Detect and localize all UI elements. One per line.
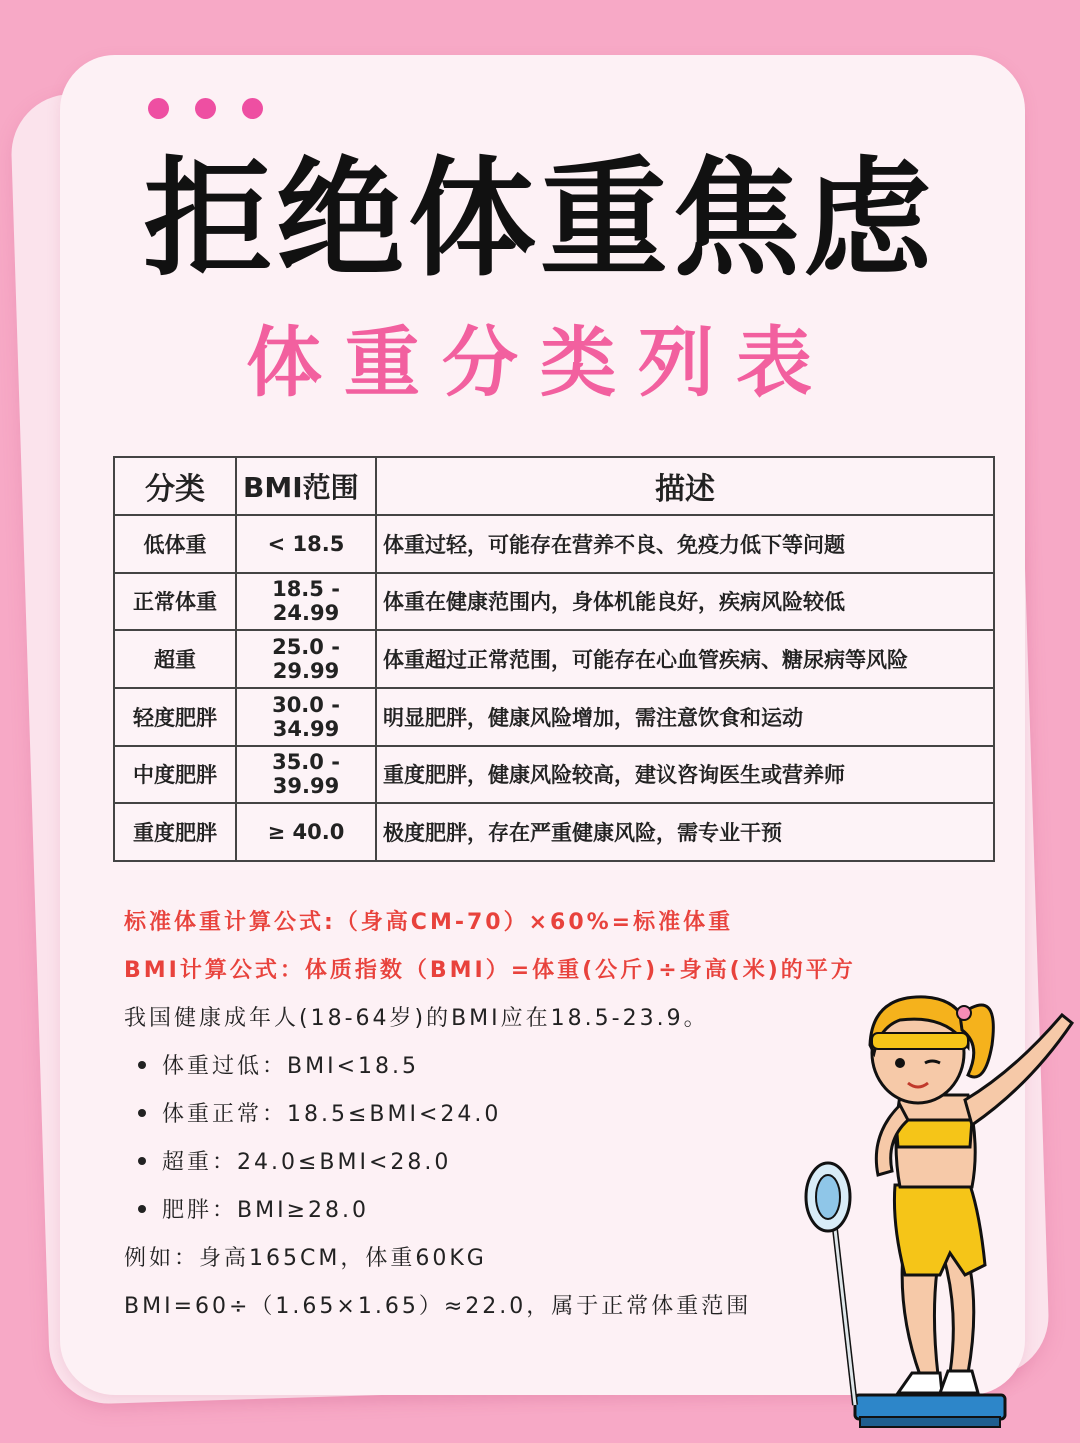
table-row <box>114 803 994 861</box>
list-item-text: 体重正常：18.5≤BMI<24.0 <box>162 1102 502 1127</box>
bullet-icon <box>138 1109 146 1117</box>
window-dots <box>148 98 263 119</box>
row-category: 超重 <box>114 630 236 688</box>
row-category: 低体重 <box>114 515 236 573</box>
page-title: 拒绝体重焦虑 <box>143 145 936 294</box>
girl-on-scale-illustration <box>800 975 1080 1443</box>
row-range: 30.0 - 34.99 <box>236 688 376 746</box>
table-row <box>114 573 994 631</box>
table-row <box>114 688 994 746</box>
row-range: 25.0 - 29.99 <box>236 630 376 688</box>
dot-icon <box>242 98 263 119</box>
row-category: 轻度肥胖 <box>114 688 236 746</box>
row-category: 重度肥胖 <box>114 803 236 861</box>
example-calculation: BMI=60÷（1.65×1.65）≈22.0，属于正常体重范围 <box>124 1294 752 1319</box>
dot-icon <box>195 98 216 119</box>
table-row <box>114 630 994 688</box>
list-item <box>138 1100 501 1130</box>
example-text: 例如：身高165CM，体重60KG <box>124 1246 487 1271</box>
header-category: 分类 <box>114 457 236 515</box>
adult-bmi-range-text: 我国健康成年人(18-64岁)的BMI应在18.5-23.9。 <box>124 1006 709 1031</box>
bullet-icon <box>138 1061 146 1069</box>
table-row <box>114 746 994 804</box>
list-item-text: 体重过低：BMI<18.5 <box>162 1054 419 1079</box>
list-item <box>138 1196 369 1226</box>
row-category: 正常体重 <box>114 573 236 631</box>
list-item <box>138 1148 451 1178</box>
dot-icon <box>148 98 169 119</box>
standard-weight-formula: 标准体重计算公式:（身高CM-70）×60%=标准体重 <box>124 910 734 935</box>
row-range: < 18.5 <box>236 515 376 573</box>
list-item-text: 超重：24.0≤BMI<28.0 <box>162 1150 452 1175</box>
header-description: 描述 <box>376 457 994 515</box>
row-description: 明显肥胖，健康风险增加，需注意饮食和运动 <box>376 688 994 746</box>
list-item-text: 肥胖：BMI≥28.0 <box>162 1198 369 1223</box>
row-description: 重度肥胖，健康风险较高，建议咨询医生或营养师 <box>376 746 994 804</box>
page-subtitle: 体重分类列表 <box>246 318 834 407</box>
bmi-formula: BMI计算公式：体质指数（BMI）=体重(公斤)÷身高(米)的平方 <box>124 958 856 983</box>
row-range: 18.5 - 24.99 <box>236 573 376 631</box>
table-row <box>114 515 994 573</box>
row-range: ≥ 40.0 <box>236 803 376 861</box>
row-description: 体重超过正常范围，可能存在心血管疾病、糖尿病等风险 <box>376 630 994 688</box>
bmi-table <box>113 456 995 862</box>
header-bmi-range: BMI范围 <box>236 457 376 515</box>
bullet-icon <box>138 1205 146 1213</box>
bullet-icon <box>138 1157 146 1165</box>
table-header-row <box>114 457 994 515</box>
row-category: 中度肥胖 <box>114 746 236 804</box>
row-range: 35.0 - 39.99 <box>236 746 376 804</box>
list-item <box>138 1052 419 1082</box>
row-description: 体重过轻，可能存在营养不良、免疫力低下等问题 <box>376 515 994 573</box>
row-description: 体重在健康范围内，身体机能良好，疾病风险较低 <box>376 573 994 631</box>
row-description: 极度肥胖，存在严重健康风险，需专业干预 <box>376 803 994 861</box>
